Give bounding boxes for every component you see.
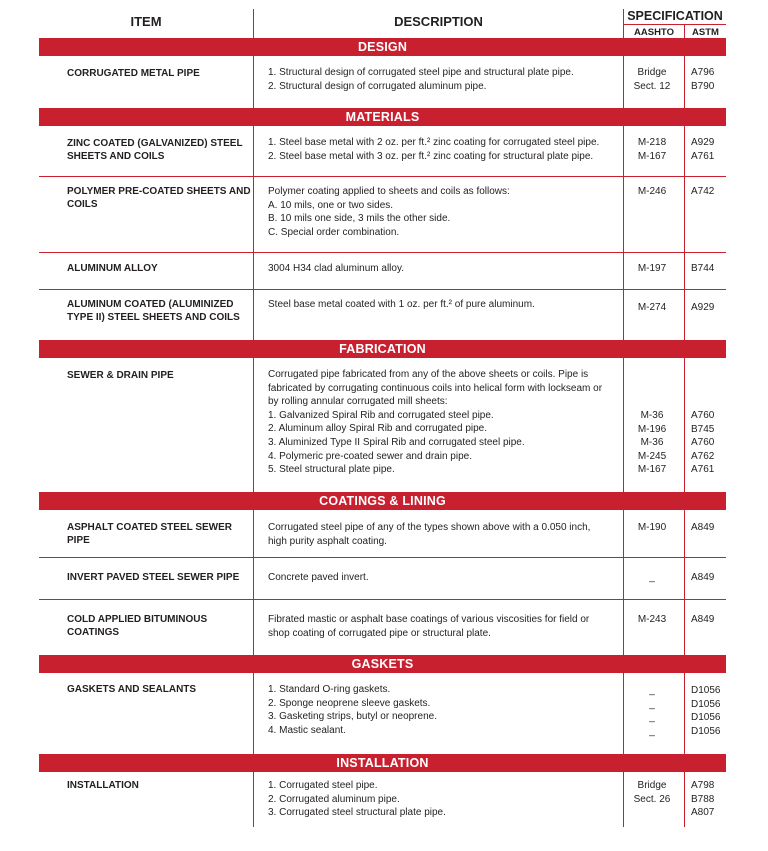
column-divider bbox=[253, 289, 254, 340]
aashto-value: _ bbox=[649, 572, 655, 583]
item-description bbox=[268, 136, 618, 163]
section-band: GASKETS bbox=[39, 655, 726, 673]
item-name: POLYMER PRE-COATED SHEETS AND COILS bbox=[67, 186, 251, 210]
description-line: Corrugated pipe fabricated from any of the above sheets or coils. Pipe is bbox=[268, 369, 589, 380]
column-divider bbox=[623, 252, 624, 289]
spec-header-divider bbox=[624, 24, 726, 25]
aashto-value: M-246 bbox=[637, 186, 667, 197]
aashto-value: M-167 bbox=[637, 150, 667, 162]
column-divider bbox=[253, 772, 254, 827]
column-divider bbox=[623, 772, 624, 827]
astm-value: B788 bbox=[691, 793, 715, 805]
aashto-value: M-196 bbox=[637, 423, 667, 435]
astm-value: A760 bbox=[691, 437, 715, 449]
astm-value: A929 bbox=[691, 302, 715, 313]
description-line: 4. Mastic sealant. bbox=[268, 724, 346, 736]
item-name: SEWER & DRAIN PIPE bbox=[67, 370, 174, 381]
aashto-value: M-190 bbox=[637, 522, 667, 533]
aashto-spec bbox=[628, 185, 676, 199]
aashto-value: M-274 bbox=[637, 302, 667, 313]
description-line: C. Special order combination. bbox=[268, 226, 400, 238]
column-divider bbox=[684, 599, 685, 655]
astm-value: A796 bbox=[691, 67, 715, 78]
item-name: ASPHALT COATED STEEL SEWER PIPE bbox=[67, 522, 233, 546]
description-line: 2. Sponge neoprene sleeve gaskets. bbox=[268, 697, 431, 709]
section-band: COATINGS & LINING bbox=[39, 492, 726, 510]
description-line: Concrete paved invert. bbox=[268, 572, 369, 583]
description-line: B. 10 mils one side, 3 mils the other side. bbox=[268, 213, 451, 225]
astm-value: A761 bbox=[691, 150, 715, 162]
astm-value: D1056 bbox=[691, 725, 721, 737]
column-divider bbox=[623, 56, 624, 108]
section-band: INSTALLATION bbox=[39, 754, 726, 772]
astm-spec bbox=[688, 571, 727, 585]
item-description bbox=[268, 185, 618, 239]
item-name: ZINC COATED (GALVANIZED) STEEL SHEETS AND COILS bbox=[67, 138, 243, 162]
astm-value: A849 bbox=[691, 522, 715, 533]
aashto-value: M-36 bbox=[640, 437, 664, 449]
astm-value: D1056 bbox=[691, 712, 721, 724]
item-description bbox=[268, 779, 618, 820]
item-description bbox=[268, 521, 618, 548]
aashto-value: Sect. 12 bbox=[633, 80, 671, 92]
description-line: fabricated by corrugating continuous coils into helical form with lockseam or bbox=[268, 382, 603, 394]
description-line: 1. Galvanized Spiral Rib and corrugated steel pipe. bbox=[268, 409, 494, 421]
description-line: 1. Structural design of corrugated steel pipe and structural plate pipe. bbox=[268, 67, 574, 78]
astm-value: A807 bbox=[691, 807, 715, 819]
section-band: FABRICATION bbox=[39, 340, 726, 358]
aashto-column-header: AASHTO bbox=[634, 27, 674, 38]
description-line: Corrugated steel pipe of any of the types shown above with a 0.050 inch, bbox=[268, 522, 591, 533]
column-divider bbox=[253, 510, 254, 557]
astm-value: A849 bbox=[691, 614, 715, 625]
aashto-value: M-243 bbox=[637, 614, 667, 625]
description-line: shop coating of corrugated pipe or structural plate. bbox=[268, 627, 491, 639]
item-name: INSTALLATION bbox=[67, 780, 139, 791]
aashto-spec bbox=[628, 136, 676, 163]
description-line: 2. Steel base metal with 3 oz. per ft.² zinc coating for structural plate pipe. bbox=[268, 150, 594, 162]
astm-spec bbox=[688, 684, 727, 738]
column-divider bbox=[684, 24, 685, 38]
column-divider bbox=[623, 358, 624, 492]
item-name: ALUMINUM COATED (ALUMINIZED TYPE II) STEEL SHEETS AND COILS bbox=[67, 299, 240, 323]
aashto-spec bbox=[628, 521, 676, 535]
aashto-value: _ bbox=[649, 698, 655, 710]
astm-spec bbox=[688, 301, 727, 315]
item-description bbox=[268, 66, 618, 93]
column-divider bbox=[623, 673, 624, 754]
column-divider bbox=[684, 673, 685, 754]
aashto-spec bbox=[628, 66, 676, 93]
column-divider bbox=[253, 56, 254, 108]
aashto-value: Sect. 26 bbox=[633, 793, 671, 805]
column-divider bbox=[623, 289, 624, 340]
column-divider bbox=[253, 126, 254, 176]
description-column-header: DESCRIPTION bbox=[394, 14, 483, 29]
aashto-spec bbox=[628, 779, 676, 806]
astm-spec bbox=[688, 66, 727, 93]
aashto-value: M-218 bbox=[637, 137, 667, 148]
aashto-value: _ bbox=[649, 712, 655, 724]
aashto-spec bbox=[628, 262, 676, 276]
description-line: 5. Steel structural plate pipe. bbox=[268, 464, 395, 476]
astm-spec bbox=[688, 262, 727, 276]
item-name: COLD APPLIED BITUMINOUS COATINGS bbox=[67, 614, 208, 638]
description-line: 1. Corrugated steel pipe. bbox=[268, 780, 378, 791]
description-line: 1. Steel base metal with 2 oz. per ft.² zinc coating for corrugated steel pipe. bbox=[268, 137, 600, 148]
description-line: Fibrated mastic or asphalt base coatings of various viscosities for field or bbox=[268, 614, 590, 625]
column-divider bbox=[623, 126, 624, 176]
aashto-spec bbox=[628, 613, 676, 627]
aashto-spec bbox=[628, 409, 676, 477]
astm-column-header: ASTM bbox=[692, 27, 719, 38]
astm-value: A798 bbox=[691, 780, 715, 791]
astm-spec bbox=[688, 409, 727, 477]
aashto-value: M-36 bbox=[640, 410, 664, 421]
astm-value: A742 bbox=[691, 186, 715, 197]
astm-value: D1056 bbox=[691, 685, 721, 696]
aashto-value: M-167 bbox=[637, 464, 667, 476]
astm-spec bbox=[688, 185, 727, 199]
column-divider bbox=[684, 510, 685, 557]
item-description bbox=[268, 298, 618, 312]
section-band: DESIGN bbox=[39, 38, 726, 56]
description-line: by rolling annular corrugated mill sheets: bbox=[268, 396, 448, 408]
item-description bbox=[268, 571, 618, 585]
column-divider bbox=[684, 176, 685, 252]
description-line: 3. Aluminized Type II Spiral Rib and corrugated steel pipe. bbox=[268, 436, 525, 448]
astm-value: B745 bbox=[691, 423, 715, 435]
column-divider bbox=[684, 772, 685, 827]
astm-value: A760 bbox=[691, 410, 715, 421]
astm-value: B790 bbox=[691, 80, 715, 92]
section-band: MATERIALS bbox=[39, 108, 726, 126]
column-divider bbox=[684, 252, 685, 289]
description-line: high purity asphalt coating. bbox=[268, 535, 387, 547]
description-line: A. 10 mils, one or two sides. bbox=[268, 199, 394, 211]
description-line: 3. Corrugated steel structural plate pipe. bbox=[268, 807, 446, 819]
item-description bbox=[268, 262, 618, 276]
column-divider bbox=[253, 358, 254, 492]
column-divider bbox=[623, 557, 624, 599]
aashto-value: _ bbox=[649, 685, 655, 696]
item-name: GASKETS AND SEALANTS bbox=[67, 684, 197, 695]
description-line: 1. Standard O-ring gaskets. bbox=[268, 684, 391, 695]
column-divider bbox=[253, 557, 254, 599]
column-divider bbox=[253, 252, 254, 289]
aashto-value: M-197 bbox=[637, 263, 667, 274]
astm-spec bbox=[688, 521, 727, 535]
column-divider bbox=[684, 289, 685, 340]
description-line: 3004 H34 clad aluminum alloy. bbox=[268, 263, 405, 274]
astm-value: A849 bbox=[691, 572, 715, 583]
item-description bbox=[268, 683, 618, 737]
column-divider bbox=[253, 673, 254, 754]
column-divider bbox=[684, 358, 685, 492]
item-column-header: ITEM bbox=[130, 14, 162, 29]
column-divider bbox=[253, 176, 254, 252]
column-divider bbox=[623, 510, 624, 557]
description-line: 3. Gasketing strips, butyl or neoprene. bbox=[268, 711, 437, 723]
column-divider bbox=[684, 56, 685, 108]
aashto-spec bbox=[628, 684, 676, 738]
column-divider bbox=[684, 557, 685, 599]
aashto-value: Bridge bbox=[637, 780, 667, 791]
description-line: 4. Polymeric pre-coated sewer and drain pipe. bbox=[268, 450, 472, 462]
item-name: ALUMINUM ALLOY bbox=[67, 263, 158, 274]
description-line: 2. Structural design of corrugated aluminum pipe. bbox=[268, 80, 487, 92]
description-line: Polymer coating applied to sheets and coils as follows: bbox=[268, 186, 510, 197]
aashto-spec bbox=[628, 301, 676, 315]
item-description bbox=[268, 613, 618, 640]
astm-value: A762 bbox=[691, 450, 715, 462]
column-divider bbox=[684, 126, 685, 176]
aashto-value: M-245 bbox=[637, 450, 667, 462]
specification-column-header: SPECIFICATION bbox=[627, 9, 723, 23]
column-divider bbox=[623, 9, 624, 38]
astm-value: A929 bbox=[691, 137, 715, 148]
astm-spec bbox=[688, 136, 727, 163]
astm-spec bbox=[688, 613, 727, 627]
column-divider bbox=[253, 599, 254, 655]
aashto-value: _ bbox=[649, 725, 655, 737]
column-divider bbox=[623, 176, 624, 252]
column-divider bbox=[253, 9, 254, 38]
item-name: CORRUGATED METAL PIPE bbox=[67, 68, 200, 79]
description-line: 2. Aluminum alloy Spiral Rib and corrugated pipe. bbox=[268, 423, 488, 435]
aashto-spec bbox=[628, 571, 676, 585]
item-description bbox=[268, 368, 618, 477]
astm-value: A761 bbox=[691, 464, 715, 476]
column-divider bbox=[623, 599, 624, 655]
aashto-value: Bridge bbox=[637, 67, 667, 78]
astm-value: B744 bbox=[691, 263, 715, 274]
astm-value: D1056 bbox=[691, 698, 721, 710]
description-line: 2. Corrugated aluminum pipe. bbox=[268, 793, 400, 805]
astm-spec bbox=[688, 779, 727, 820]
item-name: INVERT PAVED STEEL SEWER PIPE bbox=[67, 572, 240, 583]
description-line: Steel base metal coated with 1 oz. per ft.² of pure aluminum. bbox=[268, 299, 535, 310]
